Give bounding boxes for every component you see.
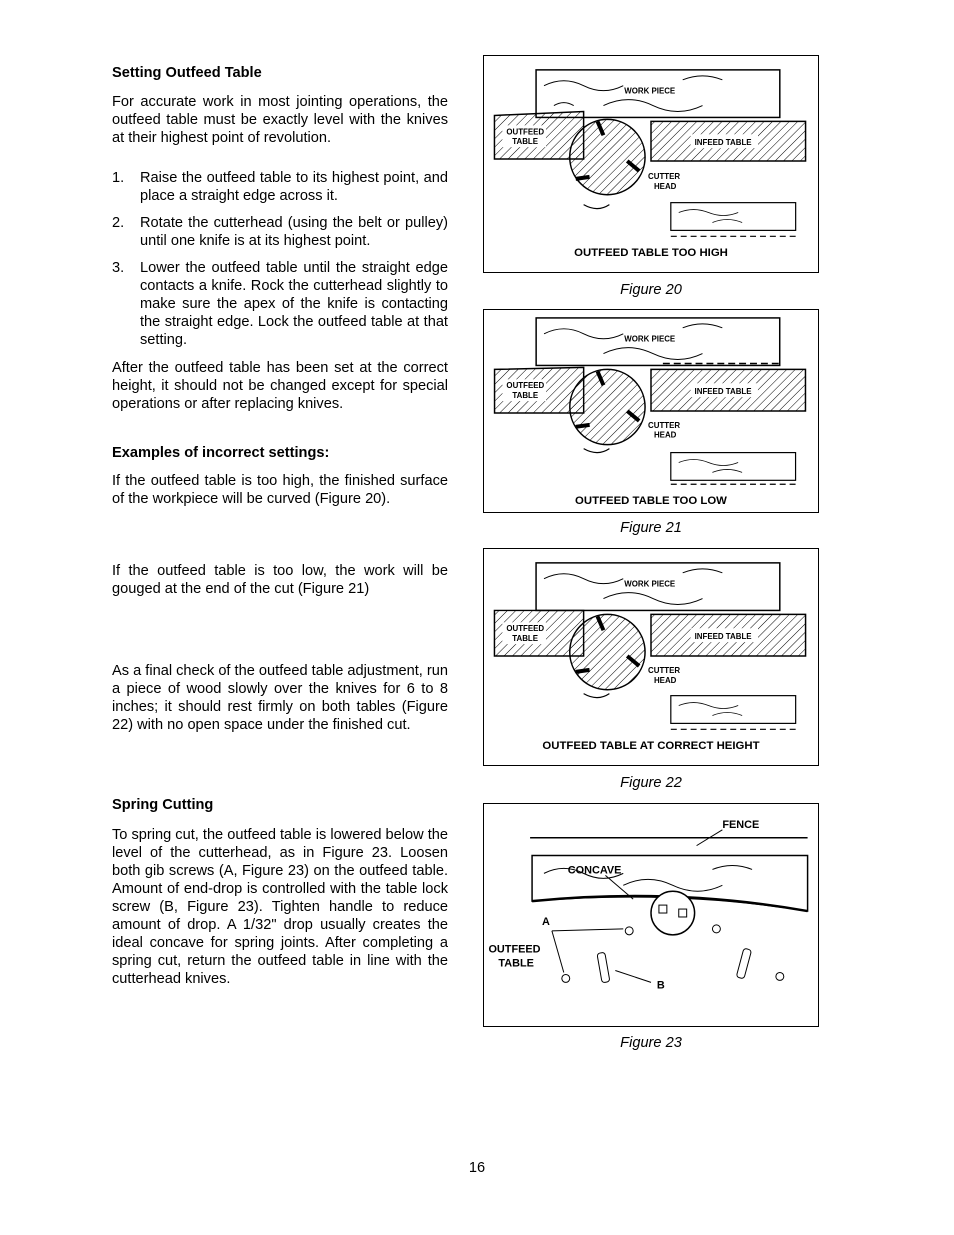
infeed-table-label: INFEED TABLE [694, 387, 752, 397]
page-number: 16 [468, 1160, 486, 1176]
cutter-head-label-line2: HEAD [653, 430, 677, 440]
cutterhead-shape [570, 614, 645, 689]
figure-23-caption: Figure 23 [620, 1035, 682, 1051]
spring-cutting-paragraph: To spring cut, the outfeed table is lowered below the level of the cutterhead, as in Figure 23. Loosen both gib screws (A, Figure 23) on the outfeed table. Amount of end-drop is controlled with the table lock screw (B, Figure 23). Tighten handle to reduce amount of drop. A 1/32" drop usually creates the ideal concave for spring joints. After completing a spring cut, return the outfeed table in line with the cutterhead knives. [112, 827, 448, 987]
cutter-head-label-line2: HEAD [653, 181, 677, 191]
outfeed-table-label: OUTFEED [506, 624, 545, 634]
too-low-paragraph: If the outfeed table is too low, the work will be gouged at the end of the cut (Figure 21) [112, 563, 448, 597]
cutter-head-label: CUTTER [648, 665, 681, 675]
result-board [671, 696, 798, 730]
figure-22-caption: Figure 22 [620, 775, 682, 791]
lock-screw-b [597, 948, 752, 983]
outfeed-table-label: OUTFEED [506, 381, 545, 391]
outfeed-table-label-line2: TABLE [512, 391, 539, 401]
rotation-arrow [584, 694, 610, 698]
gib-screw [712, 925, 720, 933]
step-item: 2. Rotate the cutterhead (using the belt or pulley) until one knife is at its highest point. [112, 215, 448, 249]
figure-21-outfeed-too-low [483, 309, 819, 513]
gib-screw-a [552, 927, 633, 982]
infeed-table-label: INFEED TABLE [694, 632, 752, 642]
final-check-paragraph: As a final check of the outfeed table adjustment, run a piece of wood slowly over the knives for 6 to 8 inches; it should rest firmly on both tables (Figure 22) with no open space under the finished cut. [112, 663, 448, 733]
fence-label: FENCE [722, 818, 760, 831]
intro-paragraph: For accurate work in most jointing operations, the outfeed table must be exactly level with the knives at their highest point of revolution. [112, 94, 448, 146]
step-item: 3. Lower the outfeed table until the straight edge contacts a knife. Rock the cutterhead slightly to make sure the apex of the knife is contacting the straight edge. Lock the outfeed table at that setting. [112, 260, 448, 348]
rotation-arrow [584, 449, 610, 453]
figure-22-outfeed-correct [483, 548, 819, 766]
figure-banner: OUTFEED TABLE TOO LOW [575, 495, 727, 508]
work-piece-label: WORK PIECE [624, 86, 676, 96]
outfeed-table-label-line2: TABLE [512, 137, 539, 147]
examples-heading: Examples of incorrect settings: [112, 445, 330, 461]
cutterhead-shape [570, 369, 645, 444]
figure-20-caption: Figure 20 [620, 282, 682, 298]
cutter-head-label: CUTTER [648, 420, 681, 430]
outfeed-table-label-line2: TABLE [498, 957, 534, 970]
section-title-spring-cutting: Spring Cutting [112, 797, 214, 813]
infeed-table-label: INFEED TABLE [694, 138, 752, 148]
figure-21-caption: Figure 21 [620, 520, 682, 536]
outfeed-table-label-line2: TABLE [512, 634, 539, 644]
label-a: A [541, 915, 550, 928]
cutterhead-shape [570, 119, 645, 194]
gib-screw [776, 972, 784, 980]
figure-20-outfeed-too-high [483, 55, 819, 273]
concave-label: CONCAVE [567, 864, 622, 877]
section-title-setting-outfeed-table: Setting Outfeed Table [112, 65, 262, 81]
figure-23-spring-cutting [483, 803, 819, 1027]
too-high-paragraph: If the outfeed table is too high, the finished surface of the workpiece will be curved (Figure 20). [112, 473, 448, 507]
work-piece-label: WORK PIECE [624, 579, 676, 589]
outfeed-table-label: OUTFEED [488, 943, 541, 956]
cutter-head-label: CUTTER [648, 171, 681, 181]
label-b: B [656, 979, 665, 992]
result-board [671, 453, 798, 485]
step-item: 1. Raise the outfeed table to its highest point, and place a straight edge across it. [112, 170, 448, 204]
after-setting-paragraph: After the outfeed table has been set at the correct height, it should not be changed except for special operations or after replacing knives. [112, 360, 448, 412]
work-piece-label: WORK PIECE [624, 334, 676, 344]
result-board [671, 203, 798, 237]
cutterhead-shape [651, 891, 695, 935]
figure-banner: OUTFEED TABLE AT CORRECT HEIGHT [542, 740, 760, 753]
instruction-steps [112, 169, 448, 358]
figure-banner: OUTFEED TABLE TOO HIGH [574, 247, 728, 260]
rotation-arrow [584, 205, 610, 209]
cutter-head-label-line2: HEAD [653, 675, 677, 685]
outfeed-table-label: OUTFEED [506, 127, 545, 137]
